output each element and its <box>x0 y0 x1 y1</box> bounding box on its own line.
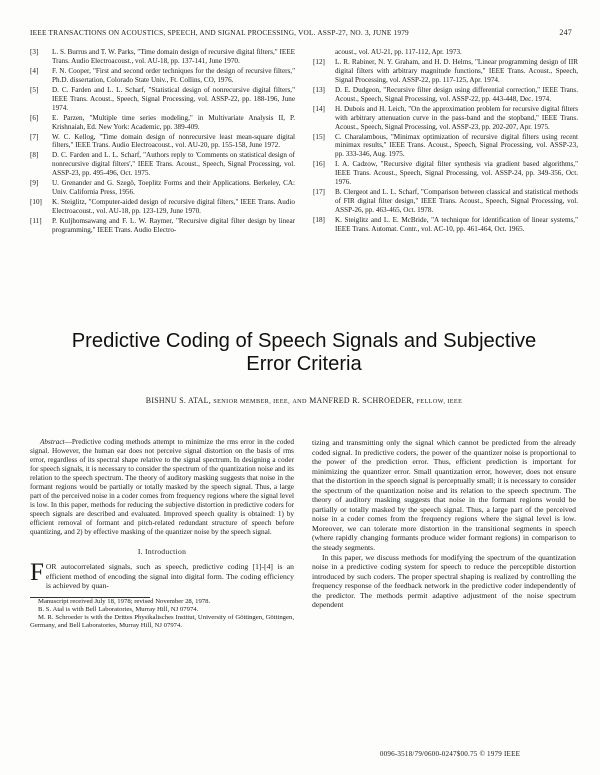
reference-text: K. Steiglitz, "Computer-aided design of recursive digital filters," IEEE Trans. Audio Electroacoust., vol. AU-18, pp. 123-129, June 1970. <box>52 198 295 216</box>
journal-header: IEEE TRANSACTIONS ON ACOUSTICS, SPEECH, AND SIGNAL PROCESSING, VOL. ASSP-27, NO. 3, JUNE 1979 <box>30 28 409 37</box>
reference-item <box>30 48 295 66</box>
abstract-text: —Predictive coding methods attempt to minimize the rms error in the coded signal. However, the human ear does not perceive signal distortion on the basis of rms error, regardless of its spectral shape relative to the signal spectrum. In designing a coder for speech signals, it is necessary to consider the spectrum of the quantization noise and its relation to the speech spectrum. The theory of auditory masking suggests that noise in the formant regions would be partially or totally masked by the speech signal. Thus, a large part of the perceived noise in a coder comes from frequency regions where the signal level is low. In this paper, methods for reducing the subjective distortion in predictive coders for speech signals are described and evaluated. Improved speech quality is obtained: 1) by efficient removal of formant and pitch-related redundant structure of speech before quantizing, and 2) by effective masking of the quantizer noise by the speech signal. <box>30 438 294 537</box>
reference-number <box>313 48 335 57</box>
section-heading: I. Introduction <box>137 546 187 556</box>
reference-text: H. Dubois and H. Leich, "On the approximation problem for recursive digital filters with arbitrary attenuation curve in the pass-band and the stopband," IEEE Trans. Acoust., Speech, Signal Processing, vol. ASSP-23, pp. 202-207, Apr. 1975. <box>335 104 578 131</box>
reference-number: [12] <box>313 58 325 66</box>
reference-number: [17] <box>313 188 325 197</box>
reference-column-right <box>313 48 578 236</box>
reference-item <box>30 217 295 235</box>
copyright-line: 0096-3518/79/0600-0247$00.75 © 1979 IEEE <box>379 750 521 758</box>
abstract <box>30 438 294 538</box>
reference-item <box>30 198 295 216</box>
body-paragraph: In this paper, we discuss methods for modifying the spectrum of the quantization noise in a predictive coding system for speech to reduce the perceptible distortion introduced by such coders. The proper spectral shaping is realized by controlling the frequency response of the feedback network in the predictive coder independently of the predictor. The methods permit adaptive adjustment of the noise spectrum dependent <box>312 552 576 610</box>
reference-text: L. S. Burrus and T. W. Parks, "Time domain design of recursive digital filters," IEEE Trans. Audio Electroacoust., vol. AU-18, pp. 137-141, June 1970. <box>52 48 295 65</box>
reference-number: [9] <box>30 179 39 188</box>
reference-item <box>30 67 295 85</box>
reference-item <box>313 160 578 187</box>
reference-item <box>30 179 295 197</box>
reference-item <box>313 86 578 104</box>
reference-item <box>30 151 295 178</box>
reference-text: L. R. Rabiner, N. Y. Graham, and H. D. Helms, "Linear programming design of IIR digital filters with arbitrary magnitude functions," IEEE Trans. Acoust., Speech, Signal Processing, vol. ASSP-22, pp. 117-125, Apr. 1974. <box>335 58 578 84</box>
reference-text: P. Kuljhomsawang and F. L. W. Raymer, "Recursive digital filter design by linear programming," IEEE Trans. Audio Electro- <box>52 217 295 234</box>
reference-text: W. C. Kellog, "Time domain design of nonrecursive least mean-square digital filters," IEEE Trans. Audio Electroacoust., vol. AU-20, pp. 155-158, June 1972. <box>52 132 295 150</box>
reference-item <box>313 133 578 160</box>
reference-text: E. Parzen, "Multiple time series modeling," in Multivariate Analysis II, P. Krishnaiah, Ed. New York: Academic, pp. 389-409. <box>52 113 295 131</box>
reference-text: U. Grenander and G. Szegö, Toeplitz Forms and their Applications. Berkeley, CA: Univ. California Press, 1956. <box>52 179 295 197</box>
intro-text: OR autocorrelated signals, such as speech, predictive coding [1]-[4] is an efficient method of encoding the signal into digital form. The coding efficiency is achieved by quan- <box>45 562 294 591</box>
reference-item <box>313 58 578 85</box>
title-line: Error Criteria <box>246 353 362 375</box>
reference-number: [15] <box>313 132 325 141</box>
footnote: M. R. Schroeder is with the Drittes Physikalisches Institut, University of Göttingen, Göttingen, Germany, and Bell Laboratories, Murray Hill, NJ 07974. <box>30 614 294 630</box>
footnote: Manuscript received July 18, 1978; revised November 28, 1978. <box>38 597 211 605</box>
reference-number: [10] <box>30 198 42 207</box>
author-affiliation: FELLOW, IEEE <box>416 398 463 405</box>
reference-number: [3] <box>30 48 39 56</box>
reference-number: [14] <box>313 104 325 113</box>
reference-number: [7] <box>30 132 39 141</box>
reference-number: [18] <box>313 215 325 224</box>
author-line <box>30 396 578 405</box>
reference-number: [16] <box>313 160 325 169</box>
reference-item <box>313 105 578 132</box>
reference-number: [11] <box>30 217 42 226</box>
page-number: 247 <box>559 28 572 37</box>
reference-number: [5] <box>30 85 39 94</box>
reference-column-left <box>30 48 295 236</box>
reference-text: K. Steiglitz and L. E. McBride, "A technique for identification of linear systems," IEEE Trans. Automat. Contr., vol. AC-10, pp. 461-464, Oct. 1965. <box>335 215 578 233</box>
body-column-left <box>30 438 294 631</box>
body-paragraph: tizing and transmitting only the signal which cannot be predicted from the already coded signal. In predictive coders, the power of the quantizer noise is proportional to the power of the prediction error. Thus, efficient prediction is important for minimizing the quantizer error. Small quantization error, however, does not ensure that the distortion in the speech signal is perceptually small; it is necessary to consider the spectrum of the quantization noise and its relation to the speech spectrum. The theory of auditory masking suggests that noise in the formant regions would be partially or totally masked by the speech signal. Thus, a large part of the perceived noise in a coder comes from the frequency regions where the signal level is low. Moreover, we can tolerate more distortion in the transitional segments in speech (where rapidly changing formants produce wider formant regions) in comparison to the steady segments. <box>312 438 576 553</box>
reference-text: acoust., vol. AU-21, pp. 117-112, Apr. 1973. <box>335 48 462 56</box>
reference-text: D. E. Dudgeon, "Recursive filter design using differential correction," IEEE Trans. Acoust., Speech, Signal Processing, vol. ASSP-22, pp. 443-448, Dec. 1974. <box>335 85 578 103</box>
reference-item <box>30 133 295 151</box>
reference-item <box>313 188 578 215</box>
reference-number: [8] <box>30 151 39 160</box>
reference-text: D. C. Farden and L. L. Scharf, "Authors reply to 'Comments on statistical design of nonrecursive digital filters'," IEEE Trans. Acoust., Speech, Signal Processing, vol. ASSP-23, pp. 495-496, Oct. 1975. <box>52 151 295 178</box>
author-conjunction: AND <box>292 398 307 405</box>
paper-title <box>30 330 578 376</box>
reference-item <box>30 86 295 113</box>
intro-paragraph <box>30 559 294 591</box>
reference-list <box>30 48 578 236</box>
reference-item <box>313 48 578 57</box>
author-name: MANFRED R. SCHROEDER, <box>309 396 415 405</box>
author-affiliation: SENIOR MEMBER, IEEE, <box>213 398 291 405</box>
reference-text: B. Clergeot and L. L. Scharf, "Comparison between classical and statistical methods of FIR digital filter design," IEEE Trans. Acoust., Speech, Signal Processing, vol. ASSP-26, pp. 463-465, Oct. 1978. <box>335 188 578 214</box>
title-line: Predictive Coding of Speech Signals and Subjective <box>71 330 537 352</box>
abstract-label: Abstract <box>40 438 65 446</box>
reference-text: I. A. Cadzow, "Recursive digital filter synthesis via gradient based algorithms," IEEE Trans. Acoust., Speech, Signal Processing, vol. ASSP-24, pp. 349-356, Oct. 1976. <box>335 160 578 187</box>
running-header <box>30 28 572 37</box>
reference-number: [4] <box>30 66 39 75</box>
reference-text: C. Charalambous, "Minimax optimization of recursive digital filters using recent minimax results," IEEE Trans. Acoust., Speech, Signal Processing, vol. ASSP-23, pp. 333-346, Aug. 1975. <box>335 132 578 159</box>
drop-cap: F <box>30 559 44 587</box>
reference-text: D. C. Farden and L. L. Scharf, "Statistical design of nonrecursive digital filters," IEEE Trans. Acoust., Speech, Signal Processing, vol. ASSP-22, pp. 188-196, June 1974. <box>52 85 295 112</box>
author-name: BISHNU S. ATAL, <box>145 396 211 405</box>
footnote: B. S. Atal is with Bell Laboratories, Murray Hill, NJ 07974. <box>38 605 199 613</box>
body-column-right <box>312 438 576 610</box>
reference-number: [13] <box>313 85 325 94</box>
reference-number: [6] <box>30 113 39 122</box>
reference-item <box>313 216 578 234</box>
reference-text: F. N. Cooper, "First and second order techniques for the design of recursive filters," Ph.D. dissertation, Colorado State Univ., Ft. Collins, CO, 1976. <box>52 66 295 84</box>
reference-item <box>30 114 295 132</box>
